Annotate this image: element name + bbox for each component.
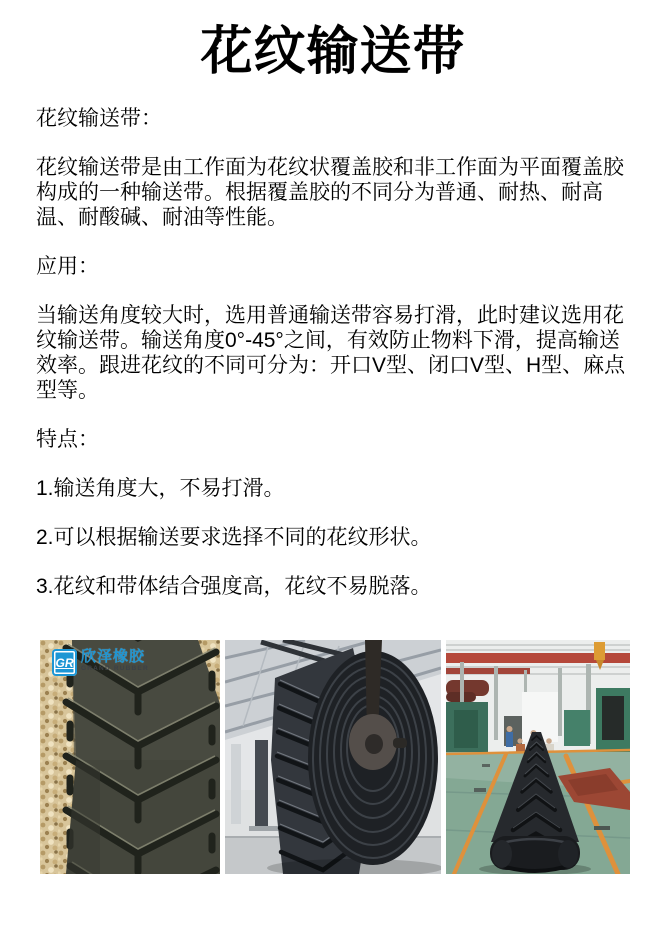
logo-name-en: GRAND RUBBER xyxy=(81,665,149,672)
intro-label: 花纹输送带： xyxy=(36,107,162,130)
product-page xyxy=(0,22,666,952)
logo-monogram: GR xyxy=(55,655,74,670)
features-label: 特点： xyxy=(36,428,99,451)
page-title: 花纹输送带 xyxy=(200,23,466,81)
logo-name-cn: 欣泽橡胶 xyxy=(81,648,146,665)
product-photos xyxy=(40,640,666,874)
product-photo-belt-roll xyxy=(225,640,441,874)
logo-gr-icon xyxy=(52,649,77,676)
product-photo-factory-floor xyxy=(446,640,630,874)
product-photo-belt-closeup xyxy=(40,640,220,874)
factory-floor-illustration xyxy=(446,640,630,874)
feature-item-2: 2.可以根据输送要求选择不同的花纹形状。 xyxy=(36,526,432,549)
product-description xyxy=(0,106,666,599)
application-paragraph: 当输送角度较大时，选用普通输送带容易打滑，此时建议选用花纹输送带。输送角度0°-45°之间，有效防止物料下滑，提高输送效率。跟进花纹的不同可分为：开口V型、闭口V型、H型、麻点型等。 xyxy=(36,304,626,402)
belt-roll-illustration xyxy=(225,640,441,874)
intro-paragraph: 花纹输送带是由工作面为花纹状覆盖胶和非工作面为平面覆盖胶构成的一种输送带。根据覆盖胶的不同分为普通、耐热、耐高温、耐酸碱、耐油等性能。 xyxy=(36,156,624,229)
feature-item-1: 1.输送角度大，不易打滑。 xyxy=(36,477,285,500)
feature-item-3: 3.花纹和带体结合强度高，花纹不易脱落。 xyxy=(36,575,432,598)
brand-logo xyxy=(52,649,149,676)
application-label: 应用： xyxy=(36,255,99,278)
logo-text xyxy=(81,649,149,673)
